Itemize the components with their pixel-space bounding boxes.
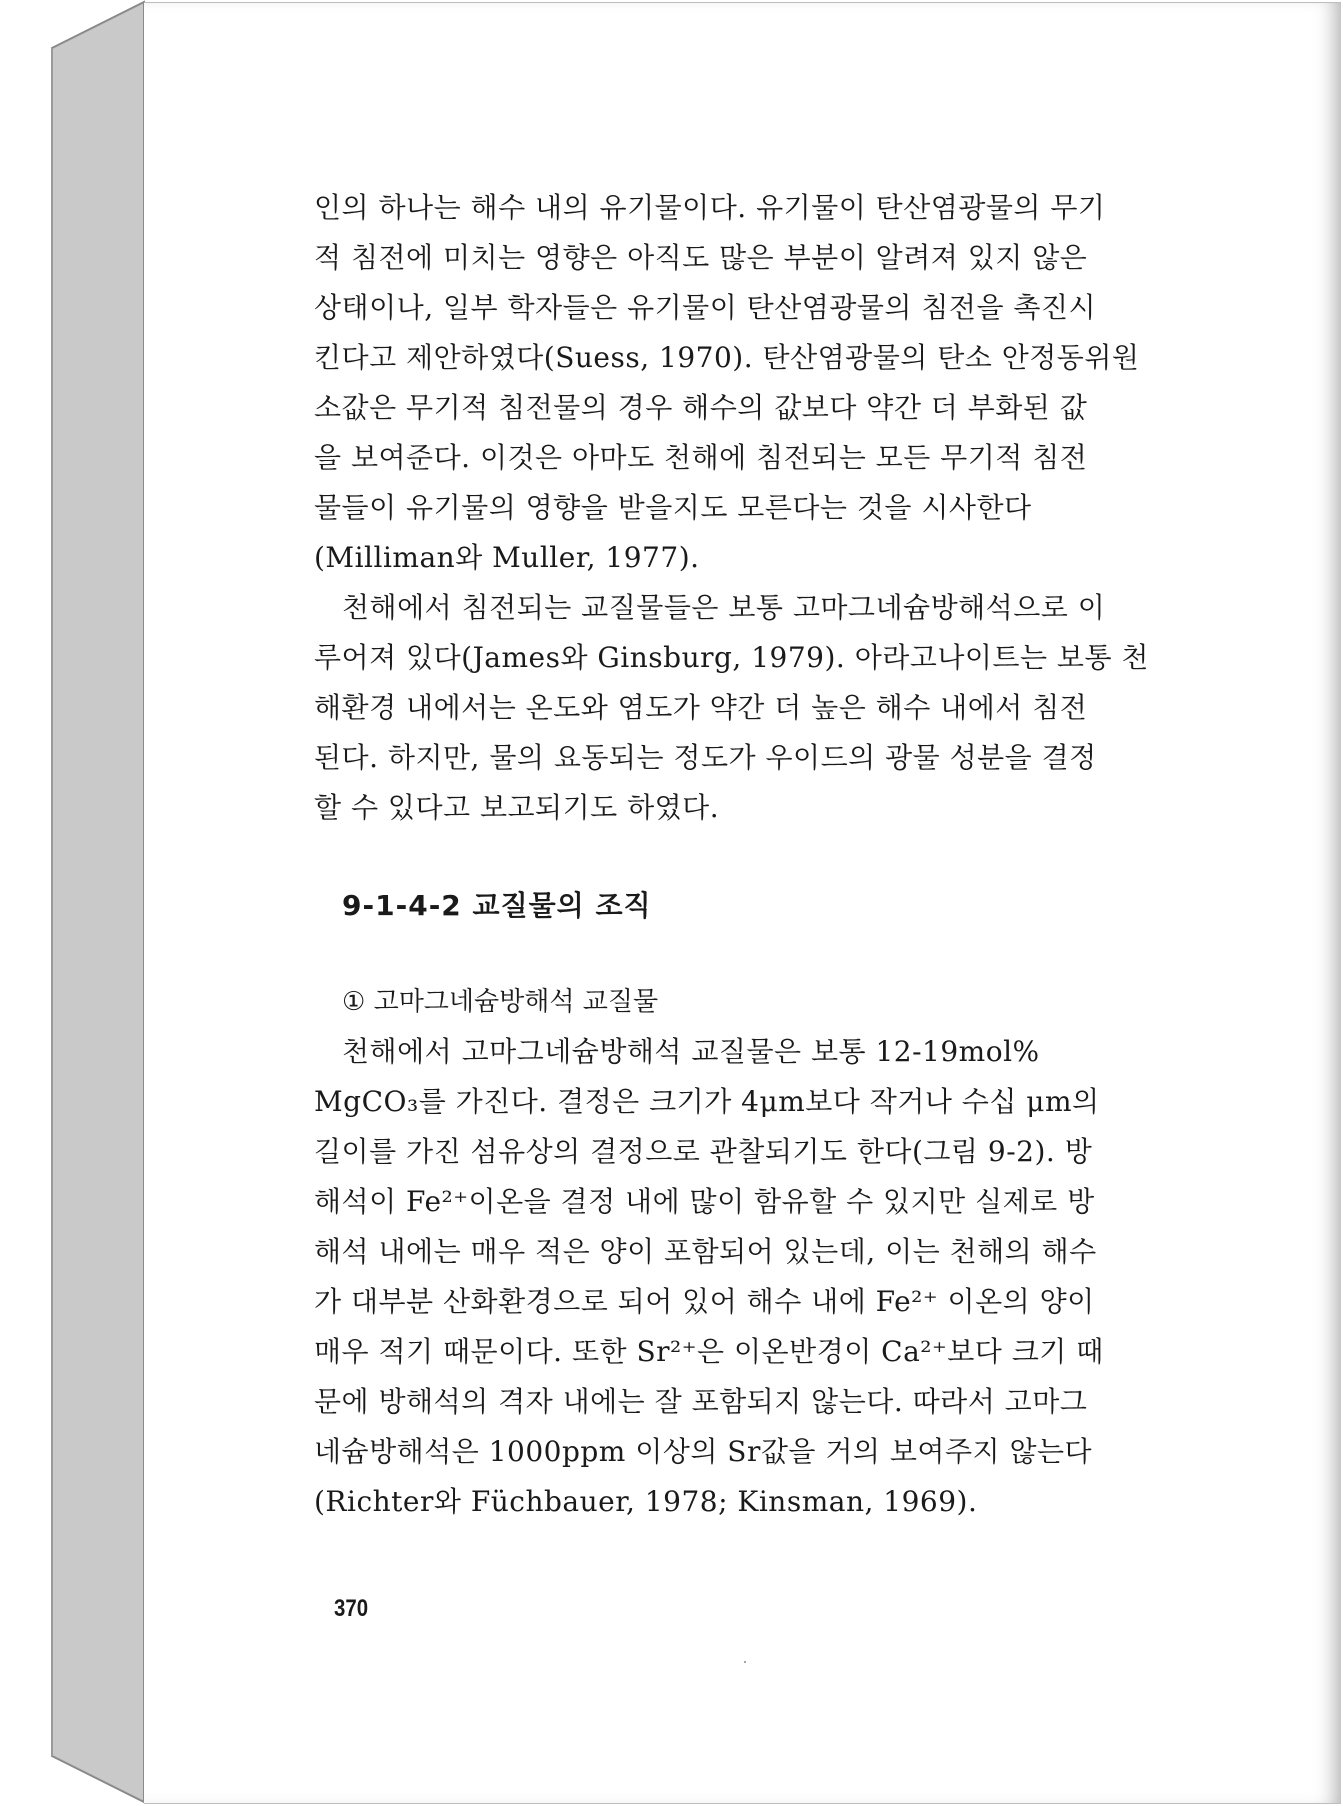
text-line: 해환경 내에서는 온도와 염도가 약간 더 높은 해수 내에서 침전 bbox=[314, 691, 1088, 724]
book-spine bbox=[0, 0, 150, 1806]
text-line: 해석이 Fe²⁺이온을 결정 내에 많이 함유할 수 있지만 실제로 방 bbox=[314, 1185, 1095, 1218]
book-page bbox=[144, 2, 1341, 1804]
text-line: 적 침전에 미치는 영향은 아직도 많은 부분이 알려져 있지 않은 bbox=[314, 241, 1088, 274]
text-line: 상태이나, 일부 학자들은 유기물이 탄산염광물의 침전을 촉진시 bbox=[314, 291, 1097, 324]
text-line: 을 보여준다. 이것은 아마도 천해에 침전되는 모든 무기적 침전 bbox=[314, 441, 1088, 474]
page-number: 370 bbox=[334, 1595, 369, 1622]
text-line: 문에 방해석의 격자 내에는 잘 포함되지 않는다. 따라서 고마그 bbox=[314, 1385, 1088, 1418]
text-line: 네슘방해석은 1000ppm 이상의 Sr값을 거의 보여주지 않는다 bbox=[314, 1435, 1093, 1468]
text-line: 매우 적기 때문이다. 또한 Sr²⁺은 이온반경이 Ca²⁺보다 크기 때 bbox=[314, 1335, 1104, 1368]
text-line: 킨다고 제안하였다(Suess, 1970). 탄산염광물의 탄소 안정동위원 bbox=[314, 341, 1140, 374]
text-line: 할 수 있다고 보고되기도 하였다. bbox=[314, 791, 720, 824]
text-line: (Richter와 Füchbauer, 1978; Kinsman, 1969). bbox=[314, 1485, 978, 1518]
text-line: 천해에서 고마그네슘방해석 교질물은 보통 12-19mol% bbox=[342, 1035, 1040, 1068]
page-content bbox=[314, 183, 1214, 1527]
section-heading: 9-1-4-2 교질물의 조직 bbox=[342, 889, 652, 922]
text-line: 소값은 무기적 침전물의 경우 해수의 값보다 약간 더 부화된 값 bbox=[314, 391, 1088, 424]
paragraph-1 bbox=[314, 183, 1214, 583]
text-line: MgCO₃를 가진다. 결정은 크기가 4μm보다 작거나 수십 μm의 bbox=[314, 1085, 1100, 1118]
text-line: 물들이 유기물의 영향을 받을지도 모른다는 것을 시사한다 bbox=[314, 491, 1032, 524]
paragraph-3 bbox=[314, 1027, 1214, 1527]
scan-speck bbox=[744, 1661, 746, 1663]
text-line: 된다. 하지만, 물의 요동되는 정도가 우이드의 광물 성분을 결정 bbox=[314, 741, 1097, 774]
text-line: 루어져 있다(James와 Ginsburg, 1979). 아라고나이트는 보통 천 bbox=[314, 641, 1149, 674]
text-line: 인의 하나는 해수 내의 유기물이다. 유기물이 탄산염광물의 무기 bbox=[314, 191, 1106, 224]
subsection-heading: ① 고마그네슘방해석 교질물 bbox=[342, 987, 659, 1017]
text-line: 해석 내에는 매우 적은 양이 포함되어 있는데, 이는 천해의 해수 bbox=[314, 1235, 1097, 1268]
text-line: (Milliman와 Muller, 1977). bbox=[314, 541, 700, 574]
text-line: 가 대부분 산화환경으로 되어 있어 해수 내에 Fe²⁺ 이온의 양이 bbox=[314, 1285, 1095, 1318]
text-line: 천해에서 침전되는 교질물들은 보통 고마그네슘방해석으로 이 bbox=[342, 591, 1106, 624]
text-line: 길이를 가진 섬유상의 결정으로 관찰되기도 한다(그림 9-2). 방 bbox=[314, 1135, 1093, 1168]
paragraph-2 bbox=[314, 583, 1214, 833]
